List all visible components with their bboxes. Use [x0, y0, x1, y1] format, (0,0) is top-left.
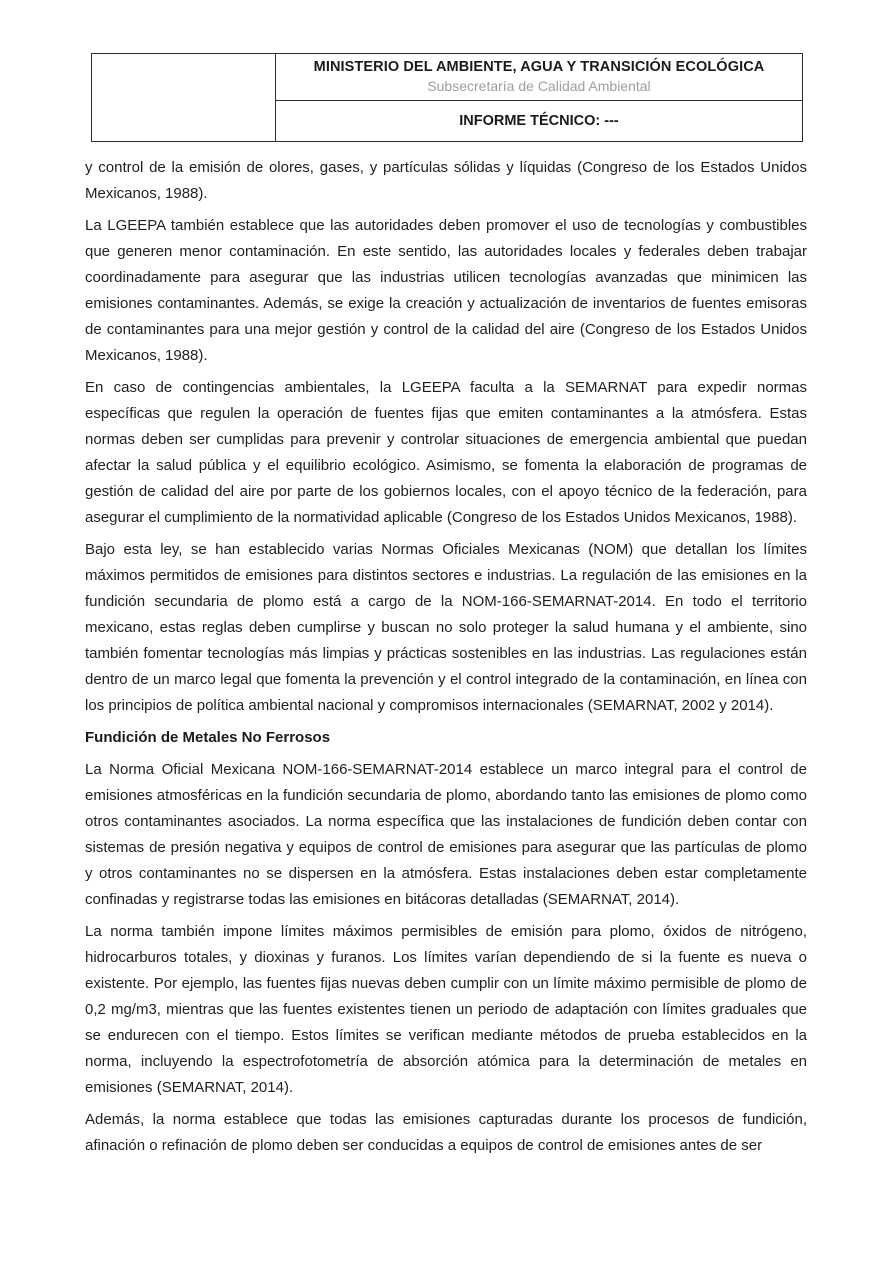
header-title-cell	[276, 54, 803, 101]
document-body	[85, 155, 807, 1159]
paragraph-contingencias: En caso de contingencias ambientales, la LGEEPA faculta a la SEMARNAT para expedir normas específicas que regulen la operación de fuentes fijas que emiten contaminantes a la atmósfera. Estas normas deben ser cumplidas para prevenir y controlar situaciones de emergencia ambiental que puedan afectar la salud pública y el equilibrio ecológico. Asimismo, se fomenta la elaboración de programas de gestión de calidad del aire por parte de los gobiernos locales, con el apoyo técnico de la federación, para asegurar el cumplimiento de la normatividad aplicable (Congreso de los Estados Unidos Mexicanos, 1988).	[85, 379, 807, 526]
header-table	[91, 53, 803, 142]
paragraph-nom-166-marco: La Norma Oficial Mexicana NOM-166-SEMARNAT-2014 establece un marco integral para el control de emisiones atmosféricas en la fundición secundaria de plomo, abordando tanto las emisiones de plomo como otros contaminantes asociados. La norma específica que las instalaciones de fundición deben contar con sistemas de presión negativa y equipos de control de emisiones para asegurar que las partículas de plomo y otros contaminantes no se dispersen en la atmósfera. Estas instalaciones deben estar completamente confinadas y registrarse todas las emisiones en bitácoras detalladas (SEMARNAT, 2014).	[85, 761, 807, 908]
paragraph-lgeepa-tecnologias: La LGEEPA también establece que las autoridades deben promover el uso de tecnologías y combustibles que generen menor contaminación. En este sentido, las autoridades locales y federales deben trabajar coordinadamente para asegurar que las industrias utilicen tecnologías avanzadas que minimicen las emisiones contaminantes. Además, se exige la creación y actualización de inventarios de fuentes emisoras de contaminantes para una mejor gestión y control de la calidad del aire (Congreso de los Estados Unidos Mexicanos, 1988).	[85, 217, 807, 364]
subsecretariat-subtitle: Subsecretaría de Calidad Ambiental	[427, 78, 651, 94]
paragraph-normas-oficiales: Bajo esta ley, se han establecido varias Normas Oficiales Mexicanas (NOM) que detallan los límites máximos permitidos de emisiones para distintos sectores e industrias. La regulación de las emisiones en la fundición secundaria de plomo está a cargo de la NOM-166-SEMARNAT-2014. En todo el territorio mexicano, estas reglas deben cumplirse y buscan no solo proteger la salud humana y el ambiente, sino también fomentar tecnologías más limpias y prácticas sostenibles en las industrias. Las regulaciones están dentro de un marco legal que fomenta la prevención y el control integrado de la contaminación, en línea con los principios de política ambiental nacional y compromisos internacionales (SEMARNAT, 2002 y 2014).	[85, 541, 807, 714]
section-heading: Fundición de Metales No Ferrosos	[85, 729, 331, 746]
logo-cell	[92, 54, 276, 142]
paragraph-limites-permisibles: La norma también impone límites máximos permisibles de emisión para plomo, óxidos de nitrógeno, hidrocarburos totales, y dioxinas y furanos. Los límites varían dependiendo de si la fuente es nueva o existente. Por ejemplo, las fuentes fijas nuevas deben cumplir con un límite máximo permisible de plomo de 0,2 mg/m3, mientras que las fuentes existentes tienen un periodo de adaptación con límites graduales que se endurecen con el tiempo. Estos límites se verifican mediante métodos de prueba establecidos en la norma, incluyendo la espectrofotometría de absorción atómica para la determinación de metales en emisiones (SEMARNAT, 2014).	[85, 923, 807, 1096]
paragraph-continuation: y control de la emisión de olores, gases, y partículas sólidas y líquidas (Congreso de los Estados Unidos Mexicanos, 1988).	[85, 159, 807, 202]
paragraph-emisiones-capturadas: Además, la norma establece que todas las emisiones capturadas durante los procesos de fundición, afinación o refinación de plomo deben ser conducidas a equipos de control de emisiones antes de ser	[85, 1111, 807, 1154]
report-title-cell	[276, 101, 803, 142]
report-label: INFORME TÉCNICO: ---	[459, 113, 619, 129]
ministry-title: MINISTERIO DEL AMBIENTE, AGUA Y TRANSICIÓN ECOLÓGICA	[313, 59, 765, 75]
